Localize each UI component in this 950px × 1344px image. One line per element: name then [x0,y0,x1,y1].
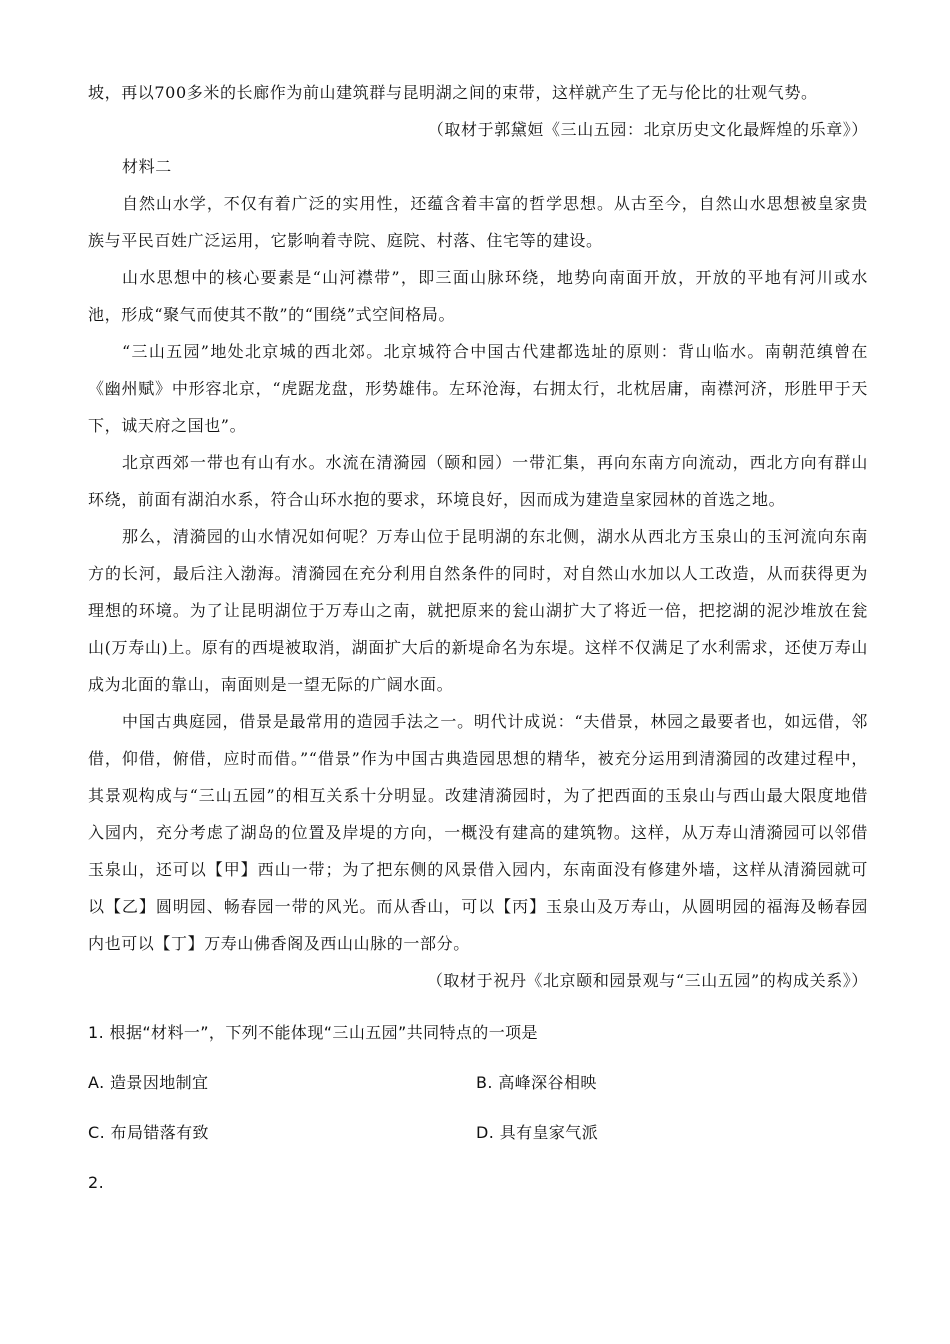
option-a[interactable]: A. 造景因地制宜 [88,1073,209,1092]
top-line: 坡，再以700多米的长廊作为前山建筑群与昆明湖之间的束带，这样就产生了无与伦比的壮观气势。 [88,83,818,102]
question-1-stem: 1. 根据“材料一”，下列不能体现“三山五园”共同特点的一项是 [88,1023,538,1042]
option-b[interactable]: B. 高峰深谷相映 [476,1073,597,1092]
options-row-1 [88,1064,868,1101]
paragraph: 自然山水学，不仅有着广泛的实用性，还蕴含着丰富的哲学思想。从古至今，自然山水思想被皇家贵族与平民百姓广泛运用，它影响着寺院、庭院、村落、住宅等的建设。 [88,194,868,250]
material-2-body [88,185,868,999]
source-citation-1: （取材于郭黛姮《三山五园：北京历史文化最辉煌的乐章》） [427,120,868,139]
question-1 [88,1014,868,1201]
option-d[interactable]: D. 具有皇家气派 [476,1123,599,1142]
paragraph: “三山五园”地处北京城的西北郊。北京城符合中国古代建都选址的原则：背山临水。南朝范缜曾在《幽州赋》中形容北京，“虎踞龙盘，形势雄伟。左环沧海，右拥太行，北枕居庸，南襟河济，形胜甲于天下，诚天府之国也”。 [88,342,868,435]
paragraph: 北京西郊一带也有山有水。水流在清漪园（颐和园）一带汇集，再向东南方向流动，西北方向有群山环绕，前面有湖泊水系，符合山环水抱的要求，环境良好，因而成为建造皇家园林的首选之地。 [88,453,868,509]
options-row-2 [88,1114,868,1151]
paragraph: 那么，清漪园的山水情况如何呢？万寿山位于昆明湖的东北侧，湖水从西北方玉泉山的玉河流向东南方的长河，最后注入渤海。清漪园在充分利用自然条件的同时，对自然山水加以人工改造，从而获得更为理想的环境。为了让昆明湖位于万寿山之南，就把原来的瓮山湖扩大了将近一倍，把挖湖的泥沙堆放在瓮山(万寿山)上。原有的西堤被取消，湖面扩大后的新堤命名为东堤。这样不仅满足了水利需求，还使万寿山成为北面的靠山，南面则是一望无际的广阔水面。 [88,527,868,694]
material-2-title: 材料二 [122,157,172,176]
source-citation-2: （取材于祝丹《北京颐和园景观与“三山五园”的构成关系》） [426,971,868,990]
paragraph: 山水思想中的核心要素是“山河襟带”，即三面山脉环绕，地势向南面开放，开放的平地有河川或水池，形成“聚气而使其不散”的“围绕”式空间格局。 [88,268,868,324]
option-c[interactable]: C. 布局错落有致 [88,1123,209,1142]
question-2-label: 2. [88,1173,105,1192]
paragraph: 中国古典庭园，借景是最常用的造园手法之一。明代计成说：“夫借景，林园之最要者也，如远借，邻借，仰借，俯借，应时而借。”“借景”作为中国古典造园思想的精华，被充分运用到清漪园的改建过程中，其景观构成与“三山五园”的相互关系十分明显。改建清漪园时，为了把西面的玉泉山与西山最大限度地借入园内，充分考虑了湖岛的位置及岸堤的方向，一概没有建高的建筑物。这样，从万寿山清漪园可以邻借玉泉山，还可以【甲】西山一带；为了把东侧的风景借入园内，东南面没有修建外墙，这样从清漪园就可以【乙】圆明园、畅春园一带的风光。而从香山，可以【丙】玉泉山及万寿山，从圆明园的福海及畅春园内也可以【丁】万寿山佛香阁及西山山脉的一部分。 [88,712,868,953]
